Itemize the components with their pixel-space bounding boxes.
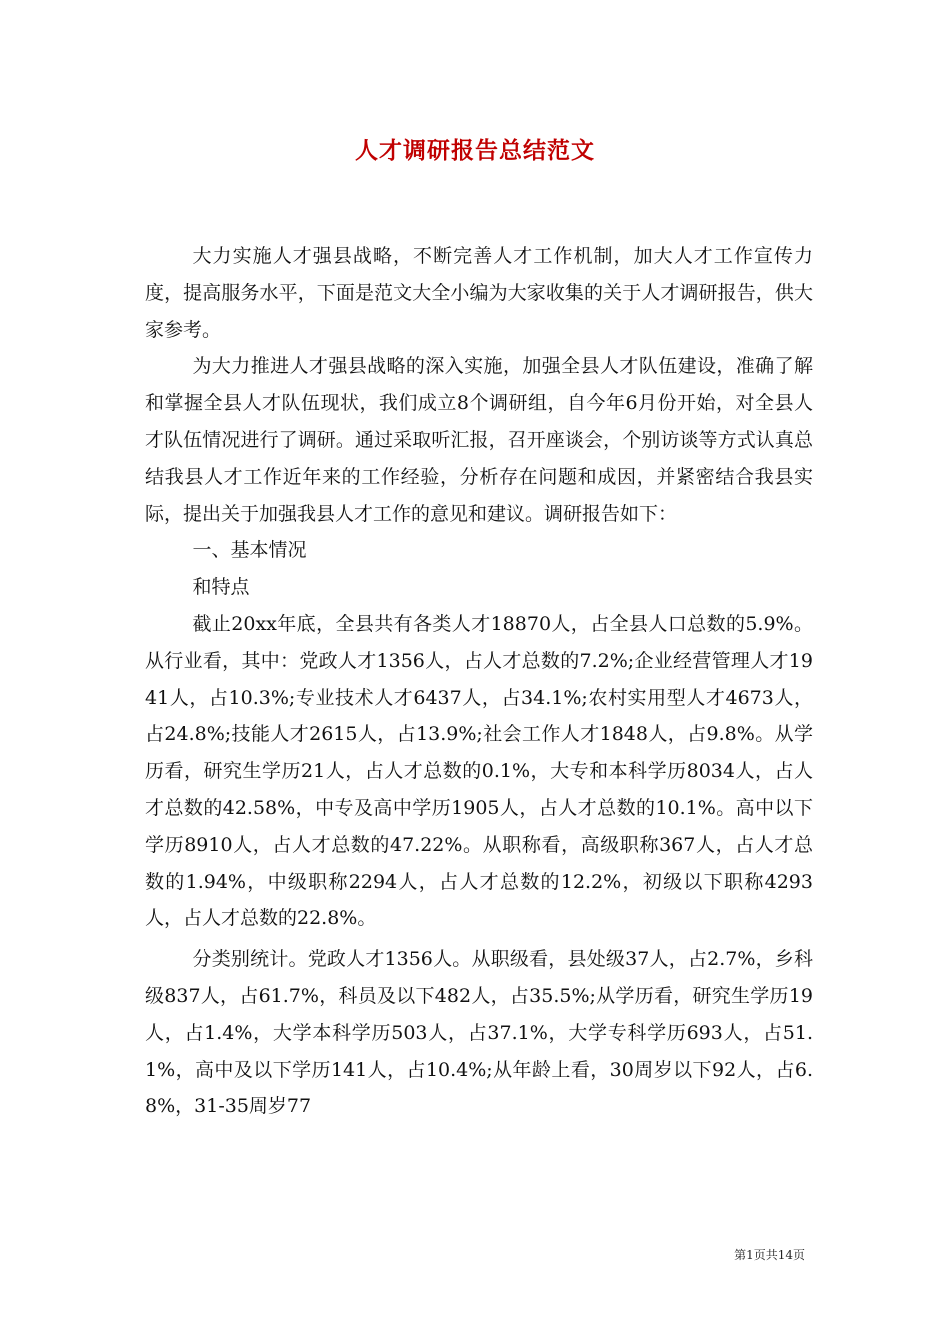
- document-body: [145, 238, 813, 1125]
- background-paragraph: 为大力推进人才强县战略的深入实施，加强全县人才队伍建设，准确了解和掌握全县人才队伍现状，我们成立8个调研组，自今年6月份开始，对全县人才队伍情况进行了调研。通过采取听汇报，召开座谈会，个别访谈等方式认真总结我县人才工作近年来的工作经验，分析存在问题和成因，并紧密结合我县实际，提出关于加强我县人才工作的意见和建议。调研报告如下：: [145, 355, 813, 525]
- category-statistics-paragraph: 分类别统计。党政人才1356人。从职级看，县处级37人，占2.7%，乡科级837人，占61.7%，科员及以下482人，占35.5%;从学历看，研究生学历19人，占1.4%，大学本科学历503人，占37.1%，大学专科学历693人，占51.1%，高中及以下学历141人，占10.4%;从年龄上看，30周岁以下92人，占6.8%，31-35周岁77: [145, 948, 813, 1118]
- page-number: 第1页共14页: [734, 1248, 805, 1262]
- section-subheading: 和特点: [192, 576, 250, 599]
- statistics-paragraph: 截止20xx年底，全县共有各类人才18870人，占全县人口总数的5.9%。从行业看，其中：党政人才1356人，占人才总数的7.2%;企业经营管理人才1941人，占10.3%;专业技术人才6437人，占34.1%;农村实用型人才4673人，占24.8%;技能人才2615人，占13.9%;社会工作人才1848人，占9.8%。从学历看，研究生学历21人，占人才总数的0.1%，大专和本科学历8034人，占人才总数的42.58%，中专及高中学历1905人，占人才总数的10.1%。高中以下学历8910人，占人才总数的47.22%。从职称看，高级职称367人，占人才总数的1.94%，中级职称2294人，占人才总数的12.2%，初级以下职称4293人，占人才总数的22.8%。: [145, 612, 813, 930]
- intro-paragraph: 大力实施人才强县战略，不断完善人才工作机制，加大人才工作宣传力度，提高服务水平，下面是范文大全小编为大家收集的关于人才调研报告，供大家参考。: [145, 245, 813, 341]
- section-heading: 一、基本情况: [192, 539, 307, 562]
- document-title: 人才调研报告总结范文: [355, 137, 595, 164]
